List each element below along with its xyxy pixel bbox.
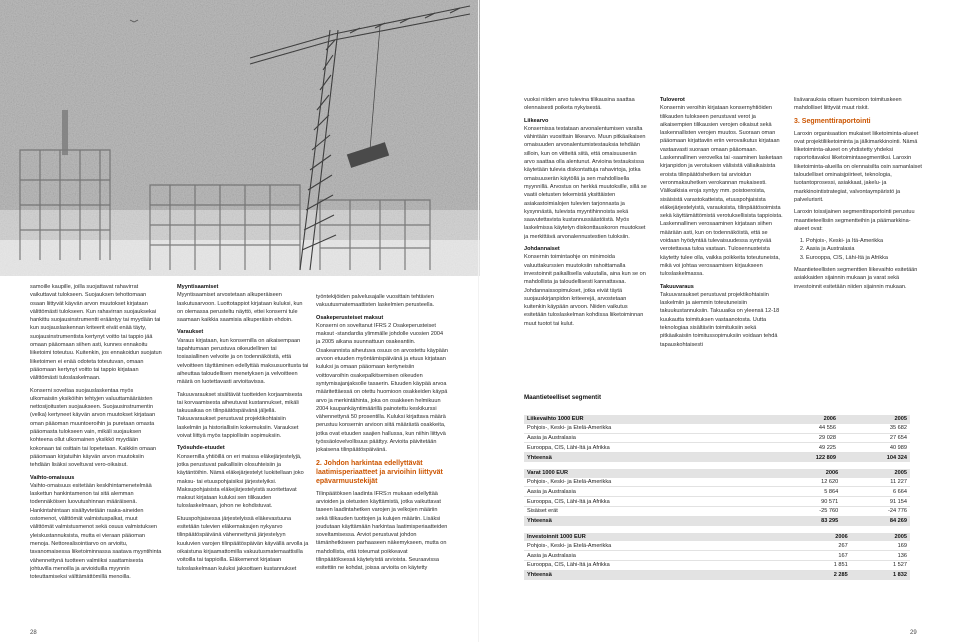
total-row <box>524 516 910 525</box>
value-2006: 44 556 <box>768 424 839 433</box>
section-heading: Tuloverot <box>660 97 685 103</box>
right-column-1 <box>524 96 648 358</box>
row-label: Yhteensä <box>524 453 768 462</box>
paragraph: Konsernissa testataan arvonalentumisen varalta vähintään vuosittain liikearvo. Muun pitkäaikaisen omaisuuden arvonalentumistestauksia tehdään silloin, kun on viitteitä siitä, että omaisuuserän arvo saattaa olla alentunut. Arvioina testauksissa käytetään tulevia diskontattuja rahavirtoja, jotka omaisuuserän käytöllä ja sen mahdollisella myynnillä. Arvostus on herkkä muutoksille, sillä se vaatii oletusten tekemistä yksittäisten asiakastoimialojen tulevien tarjonnasta ja kysynnästä, tulevista myyntihinnoista sekä saavutettavista kustannussäästöistä. Myös laskelmissa käytetyn diskonttauskoron muutokset ja merkittävä arvonalennustestien tuloksiin. <box>524 125 647 240</box>
page-number-left: 28 <box>30 630 37 636</box>
value-2005: 1 527 <box>851 560 910 570</box>
right-column-2 <box>660 96 784 358</box>
paragraph: Vaihto-omaisuus esitetään keskihintamenetelmää laskettun hankintamenon tai sitä alemman todennäköisen luovutushinnan määräisenä. Hankintahintaan sisältyvtetään raaka-aineiden ostomenot, välittömät valmistuspalkat, muut välittömät valmistusmenot sekä osuus valmistuksen yleiskustannuksista, mutta ei vieraan pääoman menoja. Nettorealisointiarvo on arvioitu, tavanomaisessa liiketoiminnassa saatava myyntihinta vähennettynä tuotteen valmiiksi saattamisesta johtuvilla menoilla ja arvioiduilla myynnin toteuttamiseksi välttämättömillä menoilla. <box>30 482 162 581</box>
row-label: Aasia ja Australasia <box>524 487 772 497</box>
row-label: Sisäiset erät <box>524 507 772 517</box>
value-2005: 84 269 <box>841 516 910 525</box>
row-label: Pohjois-, Keski- ja Etelä-Amerikka <box>524 478 772 487</box>
left-column-1 <box>30 283 162 628</box>
table-row <box>524 560 910 570</box>
row-label: Pohjois-, Keski- ja Etelä-Amerikka <box>524 541 791 550</box>
section-heading: Työsuhde-etuudet <box>177 445 225 452</box>
value-2005: -24 776 <box>841 507 910 517</box>
value-2005: 136 <box>851 551 910 561</box>
construction-crane-photo <box>0 0 480 276</box>
value-2006: 167 <box>791 551 850 561</box>
section-heading: Varaukset <box>177 329 204 336</box>
section-heading: Myyntisaamiset <box>177 284 219 290</box>
table-row <box>524 478 910 487</box>
value-2006: 49 225 <box>768 443 839 453</box>
table-row <box>524 443 910 453</box>
value-2005: 11 227 <box>841 478 910 487</box>
list-item: 1. Pohjois-, Keski- ja Itä-Amerikka <box>806 237 924 245</box>
paragraph: työntekijöiden palvelusajalle vuosittain tehtävien vakuutusmatemaattisten laskelmien perusteella. <box>316 294 435 309</box>
table-row <box>524 433 910 443</box>
paragraph: Etuuspohjaisessa järjestelyissä eläkevastuuna esitetään tulevien eläkemaksujen nykyarvo tilinpäätöspäivänä vähennettynä järjestelyyn kuuluvien varojen tilinpäätöspäivän käyvällä arvolla ja oikaistuna kirjaamattomilla vakuutusmatemaattisilla voitoilla tai tappioilla. Eläkemenot kirjataan tuloslaskelmaan kuluksi jaksottaen kustannukset <box>177 515 309 572</box>
value-2006: 267 <box>791 541 850 550</box>
value-2006: 83 295 <box>772 516 841 525</box>
row-label: Yhteensä <box>524 570 791 579</box>
row-label: Pohjois-, Keski- ja Etelä-Amerikka <box>524 424 768 433</box>
table-row <box>524 507 910 517</box>
table-section-title: Maantieteelliset segmentit <box>524 394 602 401</box>
value-2005: 6 664 <box>841 487 910 497</box>
value-2005: 169 <box>851 541 910 550</box>
page-number-right: 29 <box>910 630 917 636</box>
year-header: 2006 <box>772 469 841 478</box>
section-heading: Takuuvaraus <box>660 283 694 290</box>
paragraph: Konsernin toimintaohje on minimoida valuuttakurssien muutoksiin rahoittamalla investoinnit paikallisella valuutalla, aina kun se on mahdollista ja taloudellisesti kannattavaa. Johdannaissopimukset, jotka eivät täytä suojauskirjanpidon kriteerejä, arvostetaan kuitenkin käypään arvoon. Niiden vaikutus esitetään tuloslaskelman kohdissa liiketoiminnan muut tuotot tai kulut. <box>524 254 646 327</box>
main-heading: 2. Johdon harkintaa edellyttävät laatimisperiaatteet ja arvioihin liittyvät epävarmuustekijät <box>316 459 443 485</box>
segment-list <box>794 237 924 262</box>
value-2006: 2 285 <box>791 570 850 579</box>
table-row <box>524 487 910 497</box>
row-label: Aasia ja Australasia <box>524 551 791 561</box>
value-2005: 35 682 <box>839 424 910 433</box>
table-header: Investoinnit 1000 EUR <box>524 533 791 542</box>
paragraph: samoille kaupille, joilla suojattavat rahavirrat vaikuttavat tulokseen. Suojauksen tehottomaan osaan liittyvät käyvän arvon muutokset kirjataan välittömästi tulokseen. Kun rahavirran suojauksekai hankittu suojausinstrumentti erääntyy tai myydään tai kun suojauslaskennan kriteerit eivät enää täyty, suojausinstrumentista kertynyt voitto tai tappio jää omaan pääomaan siihen asti, kunnes ennakoitu liiketoimi toteutuu. Kuitenkin, jos ennakoidun suojatun liiketoimen ei enää odoteta toteutuvan, omaan pääomaan kertynyt voitto tai tappio kirjataan välittömästi tuloslaskelmaan. <box>30 284 162 382</box>
table-row <box>524 541 910 550</box>
assets-table <box>524 469 910 526</box>
year-header: 2006 <box>768 415 839 424</box>
paragraph: Konserni soveltaa suojauslaskentaa myös ulkomaisiin yksiköihin tehtyjen valuuttamääräisten nettosijoitusten suojaukseen. Suojausinstrumentin (velka) kertyneet käyvän arvon muutokset kirjataan oman pääoman muuntoeroihin ja puretaan omasta pääomasta tulokseen vain, mikäli suojauksen kohteena ollut ulkomainen yksikkö myydään kokonaan tai osittain tai lopetetaan. Kaikkiin omaan pääomaan kirjatuihin käyvän arvon muutoksiin tehdään lisäksi soveltuvat vero-oikaisut. <box>30 387 157 469</box>
paragraph: lisävarauksia ottaen huomioon toimituskeen mahdolliset liittyvät muut riskit. <box>794 97 902 112</box>
row-label: Eurooppa, CIS, Lähi-Itä ja Afrikka <box>524 443 768 453</box>
right-column-3 <box>794 96 924 358</box>
paragraph: Tilinpäätöksen laadinta IFRS:n mukaan edellyttää arvioiden ja oletusten käyttämistä, jotka vaikuttavat taseen laadintahetken varojen ja velkojen määriin sekä tilikauden tuottojen ja kulujen määriin. Lisäksi joudutaan käyttämään harkintaa laatimisperiaatteiden soveltamisessa. Arviot perustuvat johdon tämänhetkiseen parhaaseen näkemykseen, mutta on mahdollista, että toteumat poikkeavat tilinpäätöksessä käytetyistä arvioista. Seuraavissa esitettiin ne kohdat, joissa arvioita on käytetty <box>316 490 448 572</box>
value-2006: -25 760 <box>772 507 841 517</box>
value-2005: 1 832 <box>851 570 910 579</box>
paragraph: vuoksi niiden arvo tulevina tilikausina saattaa olennaisesti poiketa nykyisestä. <box>524 97 635 112</box>
paragraph: Laroxin organisaation mukaiset liiketoiminta-alueet ovat projektiliiketoiminta ja jälkimarkkinointi. Nämä liiketoiminta-alueet on yhdistetty yhdeksi raportoitavaksi liiketoimintasegmentiksi. Laroxin liiketoiminta-alueilla on olennaisilta osin samanlaiset taloudelliset ominaisjpiirteet, teknologia, tuotantoprosessi, asiakkaat, jakelu- ja markkinointistrategiat, valvontaympäristö ja palvelurisrit. <box>794 130 922 203</box>
paragraph: Konsernin veroihin kirjataan konsernyhtiöiden tilikauden tulokseen perustuvat verot ja aikaisempien tilikausien verojen oikaisut sekä laskennallisten verojen muutos. Suoraan oman pääomaan kirjattaviin eriin verovaikutus kirjataan vastaavasti suoraan omaan pääomaan. Laskennallinen verovelka tai -saaminen lasketaan kirjanpidon ja verotuksen välisistä väliaikaisista eroista tilinpäätöshetken tai arvioidun veronmaksuhetken verokannan mukaisesti. Välikaikisia eroja syntyy mm. poistoeroista, sisäisistä varastokatteista, etuuspohjaisista eläkejärjestelyistä, varauksista, tilinpäätösoimista sekä käyttämättömistä verotuksellisista tappioista. Laskennallinen verosaaminen kirjataan siihen määrään asti, kun on todennäköistä, että se voidaan hyödyntää tulevaisuudessa syntyvää verotettavaa tuloa vastaan. Tulosennusteista käytetty tulee olla, vaikka poikkeita toteutuneista, mikä voi johtaa verosaamisen kirjaukseen tuloslaskelmassa. <box>660 105 783 278</box>
row-label: Eurooppa, CIS, Lähi-Itä ja Afrikka <box>524 560 791 570</box>
paragraph: Maantieteellisten segmenttien liikevaihto esitetään asiakkaiden sijainnin mukaan ja varat sekä investoinnit esitetään niiden sijainnin mukaan. <box>794 267 918 290</box>
year-header: 2005 <box>841 469 910 478</box>
value-2006: 5 864 <box>772 487 841 497</box>
value-2005: 27 654 <box>839 433 910 443</box>
left-column-2 <box>177 283 309 628</box>
paragraph: Takuuvaraukset sisältävät tuotteiden korjaamisesta tai korvaamisesta aiheutuvat kustannukset, mikäli takuuaikaa on tilinpäätöspäivänä jäljellä. Takuuvaraukset perustuvat projektikohtaisiin laskelmiin ja historiallisiin kokemuksiin. Varaukset voivat liittyä myös tappiollisiin sopimuksiin. <box>177 391 303 440</box>
value-2006: 1 851 <box>791 560 850 570</box>
paragraph: Konserni on soveltanut IFRS 2 Osakeperusteiset maksut -standardia ylimmälle johdolle vuosien 2004 ja 2005 aikana suunnattuun osakeantiin. Osakeannista aiheutuva osuus on arvostettu käypään arvoon etuuden myöntämispäivänä ja etuus kirjataan kuluksi ja omaan pääomaan kertyneisiin voittovaroihin osakepalkitsemisen oikeuden syntymisajanjaksolle tasaerin. Etuuden käypää arvoa määritettäessä on otettu huomioon osakkeiden käypä arvo ja merkintähinta, joka on osakkeen helmikuun 2004 kaupankäyntimäärillä painotettu keskikurssi vähennettynä 50 prosentilla. Kuluksi kirjattava määrä perustuu konsernin arvioon siitä määrästä osakkeita, jotka ovat etuuden saajien hallussa, kun niihin liittyvä työssäolovelvollisuus päättyy. Arvioita päivitetään jokaisena tilinpäätöspäivänä. <box>316 322 448 454</box>
total-row <box>524 453 910 462</box>
table-row <box>524 497 910 507</box>
value-2005: 104 324 <box>839 453 910 462</box>
paragraph: Myyntisaamiset arvostetaan alkuperäiseen laskutusarvoon. Luottotappiot kirjataan kuluksi, kun on olemassa perusteltu näyttö, ettei konserni tule saamaan kaikkia saamisia alkuperäisin ehdoin. <box>177 292 303 324</box>
year-header: 2006 <box>791 533 850 542</box>
section-heading: Osakeperusteiset maksut <box>316 314 384 321</box>
paragraph: Varaus kirjataan, kun konsernilla on aikaisempaan tapahtumaan perustuva oikeudellinen tai tosiasiallinen velvoite ja on todennäköistä, että velvoitteen täyttäminen edellyttää maksusuoritusta tai aiheuttaa taloudellisen menetyksen ja velvoitteen määrä on luotettavasti arvioitavissa. <box>177 337 309 386</box>
investments-table <box>524 533 910 580</box>
total-row <box>524 570 910 579</box>
section-heading: Vaihto-omaisuus <box>30 474 75 481</box>
table-header: Varat 1000 EUR <box>524 469 772 478</box>
main-heading: 3. Segmenttiraportointi <box>794 117 871 125</box>
segment-tables <box>524 394 910 587</box>
value-2005: 40 989 <box>839 443 910 453</box>
left-column-3 <box>316 293 448 628</box>
table-row <box>524 551 910 561</box>
year-header: 2005 <box>851 533 910 542</box>
paragraph: Takuuvaraukset perustuvat projektikohtaisiin laskelmiin ja aiemmin toteutuneisiin takuukustannuksiin. Takuuaika on yleensä 12-18 kuukautta toimituksen vastaanotosta. Uutta teknologiaa sisältäviin toimituksiin sekä pitkäaikaisiin toimitussopimuksiin voidaan tehdä tapauskohtaisesti <box>660 291 780 348</box>
section-heading: Johdannaiset <box>524 246 560 253</box>
paragraph: Konsernilla yhtiöillä on eri maissa eläkejärjestelyjä, jotka perustuvat paikallisiin olosuhteisiin ja käytäntöihin. Nämä eläkejärjestelyt luokitellaan joko maksu- tai etuuspohjaisiksi järjestelyiksi. Maksupohjaisista eläkejärjestelyistä suoritettavat maksut kirjataan kuluksi sen tilikauden tuloslaskelmaan, johon ne kohdistuvat. <box>177 453 304 510</box>
value-2006: 122 809 <box>768 453 839 462</box>
list-item: 3. Eurooppa, CIS, Lähi-Itä ja Afrikka <box>806 254 924 262</box>
list-item: 2. Aasia ja Australasia <box>806 245 924 253</box>
value-2006: 90 571 <box>772 497 841 507</box>
value-2005: 91 154 <box>841 497 910 507</box>
row-label: Eurooppa, CIS, Lähi-Itä ja Afrikka <box>524 497 772 507</box>
table-header: Liikevaihto 1000 EUR <box>524 415 768 424</box>
revenue-table <box>524 415 910 462</box>
page-gutter <box>478 0 479 642</box>
paragraph: Laroxin toissijainen segmenttiraportointi perustuu maantieteellisiin segmentteihin ja päämarkkina-alueet ovat: <box>794 209 915 232</box>
year-header: 2005 <box>839 415 910 424</box>
row-label: Aasia ja Australasia <box>524 433 768 443</box>
row-label: Yhteensä <box>524 516 772 525</box>
table-row <box>524 424 910 433</box>
section-heading: Liikearvo <box>524 117 549 124</box>
value-2006: 12 620 <box>772 478 841 487</box>
value-2006: 29 028 <box>768 433 839 443</box>
